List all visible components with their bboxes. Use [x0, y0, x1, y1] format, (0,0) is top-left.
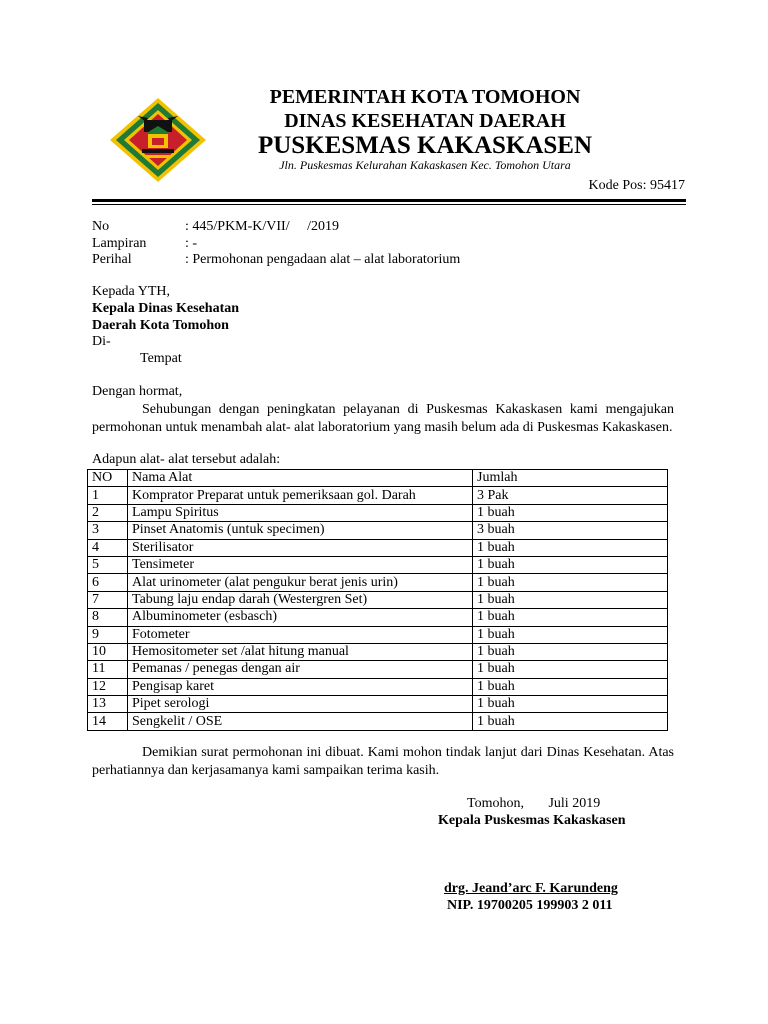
table-row — [88, 556, 668, 573]
place-date: Tomohon, Juli 2019 — [467, 796, 601, 811]
cell-quantity: 1 buah — [473, 539, 668, 556]
letterhead-address: Jln. Puskesmas Kelurahan Kakaskasen Kec. Tomohon Utara — [279, 158, 571, 172]
cell-quantity: 1 buah — [473, 678, 668, 695]
equipment-table — [87, 469, 668, 731]
table-row — [88, 504, 668, 521]
meta-value: : 445/PKM-K/VII/ /2019 — [185, 219, 339, 234]
cell-quantity: 1 buah — [473, 504, 668, 521]
table-header-row — [88, 470, 668, 487]
table-intro: Adapun alat- alat tersebut adalah: — [92, 452, 281, 467]
cell-item-name: Pemanas / penegas dengan air — [128, 661, 473, 678]
letterhead-divider-thin — [92, 204, 686, 205]
meta-value: : - — [185, 236, 198, 251]
cell-quantity: 1 buah — [473, 556, 668, 573]
recipient-place: Tempat — [140, 351, 182, 366]
cell-item-name: Albuminometer (esbasch) — [128, 609, 473, 626]
table-row — [88, 487, 668, 504]
cell-quantity: 3 buah — [473, 522, 668, 539]
header-item-name: Nama Alat — [128, 470, 473, 487]
cell-no: 7 — [88, 591, 128, 608]
cell-item-name: Pengisap karet — [128, 678, 473, 695]
cell-quantity: 1 buah — [473, 609, 668, 626]
cell-no: 13 — [88, 696, 128, 713]
cell-item-name: Fotometer — [128, 626, 473, 643]
cell-item-name: Pinset Anatomis (untuk specimen) — [128, 522, 473, 539]
cell-no: 11 — [88, 661, 128, 678]
table-row — [88, 696, 668, 713]
cell-quantity: 1 buah — [473, 626, 668, 643]
closing-paragraph: Demikian surat permohonan ini dibuat. Kami mohon tindak lanjut dari Dinas Kesehatan. Atas perhatiannya dan kerjasamanya kami sampaikan terima kasih. — [92, 745, 674, 778]
table-row — [88, 661, 668, 678]
cell-no: 2 — [88, 504, 128, 521]
cell-quantity: 1 buah — [473, 574, 668, 591]
cell-no: 8 — [88, 609, 128, 626]
recipient-di: Di- — [92, 334, 111, 349]
cell-item-name: Tensimeter — [128, 556, 473, 573]
cell-quantity: 3 Pak — [473, 487, 668, 504]
table-row — [88, 539, 668, 556]
cell-item-name: Pipet serologi — [128, 696, 473, 713]
meta-label: Lampiran — [92, 236, 147, 251]
cell-item-name: Sengkelit / OSE — [128, 713, 473, 730]
cell-item-name: Lampu Spiritus — [128, 504, 473, 521]
table-row — [88, 574, 668, 591]
table-row — [88, 591, 668, 608]
table-row — [88, 643, 668, 660]
recipient-greeting: Kepada YTH, — [92, 284, 171, 299]
signatory-title: Kepala Puskesmas Kakaskasen — [438, 813, 626, 828]
letterhead-institution: PUSKESMAS KAKASKASEN — [257, 132, 593, 159]
opening-paragraph: Sehubungan dengan peningkatan pelayanan di Puskesmas Kakaskasen kami mengajukan permohonan untuk menambah alat- alat laboratorium yang masih belum ada di Puskesmas Kakaskasen. — [92, 402, 674, 435]
signatory-name: drg. Jeand’arc F. Karundeng — [444, 881, 618, 896]
cell-no: 9 — [88, 626, 128, 643]
table-row — [88, 713, 668, 730]
header-no: NO — [88, 470, 128, 487]
header-quantity: Jumlah — [473, 470, 668, 487]
table-row — [88, 609, 668, 626]
meta-value: : Permohonan pengadaan alat – alat laboratorium — [185, 252, 461, 267]
letterhead-department: DINAS KESEHATAN DAERAH — [284, 110, 566, 132]
cell-item-name: Hemositometer set /alat hitung manual — [128, 643, 473, 660]
cell-no: 12 — [88, 678, 128, 695]
cell-quantity: 1 buah — [473, 591, 668, 608]
cell-item-name: Komprator Preparat untuk pemeriksaan gol. Darah — [128, 487, 473, 504]
cell-item-name: Tabung laju endap darah (Westergren Set) — [128, 591, 473, 608]
postal-code: Kode Pos: 95417 — [588, 178, 685, 193]
meta-label: No — [92, 219, 110, 234]
recipient-region: Daerah Kota Tomohon — [92, 318, 229, 333]
cell-quantity: 1 buah — [473, 661, 668, 678]
table-row — [88, 626, 668, 643]
cell-item-name: Sterilisator — [128, 539, 473, 556]
cell-item-name: Alat urinometer (alat pengukur berat jenis urin) — [128, 574, 473, 591]
cell-no: 5 — [88, 556, 128, 573]
table-row — [88, 678, 668, 695]
cell-quantity: 1 buah — [473, 696, 668, 713]
cell-no: 14 — [88, 713, 128, 730]
cell-no: 3 — [88, 522, 128, 539]
letterhead-divider-thick — [92, 199, 686, 202]
cell-quantity: 1 buah — [473, 713, 668, 730]
table-row — [88, 522, 668, 539]
recipient-title: Kepala Dinas Kesehatan — [92, 301, 240, 316]
cell-no: 1 — [88, 487, 128, 504]
meta-label: Perihal — [92, 252, 132, 267]
letterhead-government: PEMERINTAH KOTA TOMOHON — [269, 86, 581, 108]
cell-no: 6 — [88, 574, 128, 591]
cell-no: 4 — [88, 539, 128, 556]
cell-quantity: 1 buah — [473, 643, 668, 660]
signatory-nip: NIP. 19700205 199903 2 011 — [447, 898, 613, 913]
salutation: Dengan hormat, — [92, 384, 183, 399]
cell-no: 10 — [88, 643, 128, 660]
